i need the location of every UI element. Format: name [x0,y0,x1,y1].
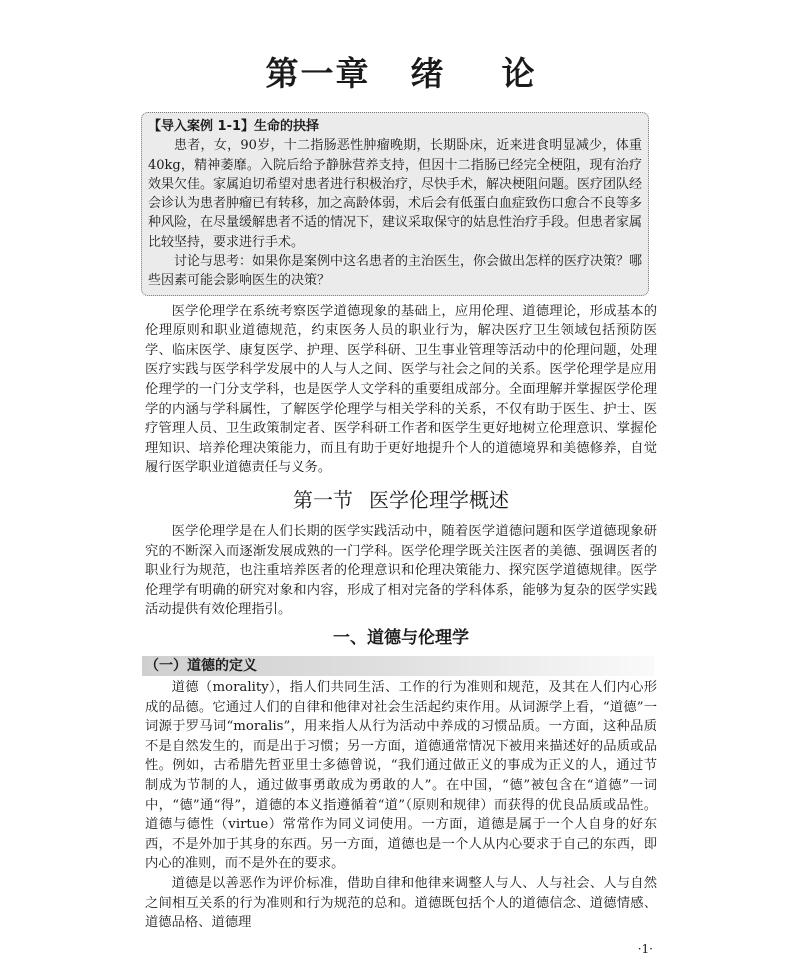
section-title-text: 医学伦理学概述 [369,488,509,513]
body-paragraph: 道德是以善恶作为评价标准，借助自律和他律来调整人与人、人与社会、人与自然之间相互关系的行为准则和行为规范的总和。道德既包括个人的道德信念、道德情感、道德品格、道德理 [145,875,657,931]
case-study-box [141,112,649,296]
subsection-title: 一、道德与伦理学 [333,627,469,648]
subsection-heading-bar: （一）道德的定义 [142,656,654,676]
chapter-title [145,52,657,96]
section-number: 第一节 [293,488,353,513]
body-paragraph: 道德（morality），指人们共同生活、工作的行为准则和规范，及其在人们内心形成的品德。它通过人们的自律和他律对社会生活起约束作用。从词源学上看，“道德”一词源于罗马词“moralis”，用来指人从行为活动中养成的习惯品质。一方面，这种品质不是自然发生的，而是出于习惯；另一方面，道德通常情况下被用来描述好的品质或品性。例如，古希腊先哲亚里士多德曾说，“我们通过做正义的事成为正义的人，通过节制成为节制的人，通过做事勇敢成为勇敢的人”。在中国，“德”被包含在“道德”一词中，“德”通“得”，道德的本义指遵循着“道”（原则和规律）而获得的优良品质或品性。道德与德性（virtue）常常作为同义词使用。一方面，道德是属于一个人自身的好东西，不是外加于其身的东西。另一方面，道德也是一个人从内心要求于自己的东西，即内心的准则，而不是外在的要求。 [145,679,657,872]
case-study-paragraph: 患者，女，90岁，十二指肠恶性肿瘤晚期，长期卧床，近来进食明显减少，体重40kg，精神萎靡。入院后给予静脉营养支持，但因十二指肠已经完全梗阻，现有治疗效果欠佳。家属迫切希望对患者进行积极治疗，尽快手术，解决梗阻问题。医疗团队经会诊认为患者肿瘤已有转移，加之高龄体弱，术后会有低蛋白血症致伤口愈合不良等多种风险，在尽量缓解患者不适的情况下，建议采取保守的姑息性治疗手段。但患者家属比较坚持，要求进行手术。 [148,138,643,250]
definition-body [145,678,657,933]
book-page [145,0,657,967]
case-study-title: 【导入案例 1-1】生命的抉择 [148,119,320,134]
chapter-title-char-2: 论 [501,54,537,93]
section-body [145,522,657,620]
case-study-discussion: 讨论与思考：如果你是案例中这名患者的主治医生，你会做出怎样的医疗决策？哪些因素可能会影响医生的决策？ [148,254,643,289]
section-paragraph: 医学伦理学是在人们长期的医学实践活动中，随着医学道德问题和医学道德现象研究的不断深入而逐渐发展成熟的一门学科。医学伦理学既关注医者的美德、强调医者的职业行为规范，也注重培养医者的伦理意识和伦理决策能力、探究医学道德规律。医学伦理学有明确的研究对象和内容，形成了相对完备的学科体系，能够为复杂的医学实践活动提供有效伦理指引。 [145,524,657,618]
section-title [145,486,657,514]
chapter-number: 第一章 [265,54,371,93]
page-number: ·1· [637,941,653,956]
chapter-title-char-1: 绪 [410,54,446,93]
intro-paragraph: 医学伦理学在系统考察医学道德现象的基础上，应用伦理、道德理论，形成基本的伦理原则和职业道德规范，约束医务人员的职业行为，解决医疗卫生领域包括预防医学、临床医学、康复医学、护理、医学科研、卫生事业管理等活动中的伦理问题，处理医疗实践与医学科学发展中的人与人之间、医学与社会之间的关系。医学伦理学是应用伦理学的一门分支学科，也是医学人文学科的重要组成部分。全面理解并掌握医学伦理学的内涵与学科属性，了解医学伦理学与相关学科的关系，不仅有助于医生、护士、医疗管理人员、卫生政策制定者、医学科研工作者和医学生更好地树立伦理意识、掌握伦理知识、培养伦理决策能力，而且有助于更好地提升个人的道德境界和美德修养，自觉履行医学职业道德责任与义务。 [145,303,657,476]
intro-section [145,302,657,478]
